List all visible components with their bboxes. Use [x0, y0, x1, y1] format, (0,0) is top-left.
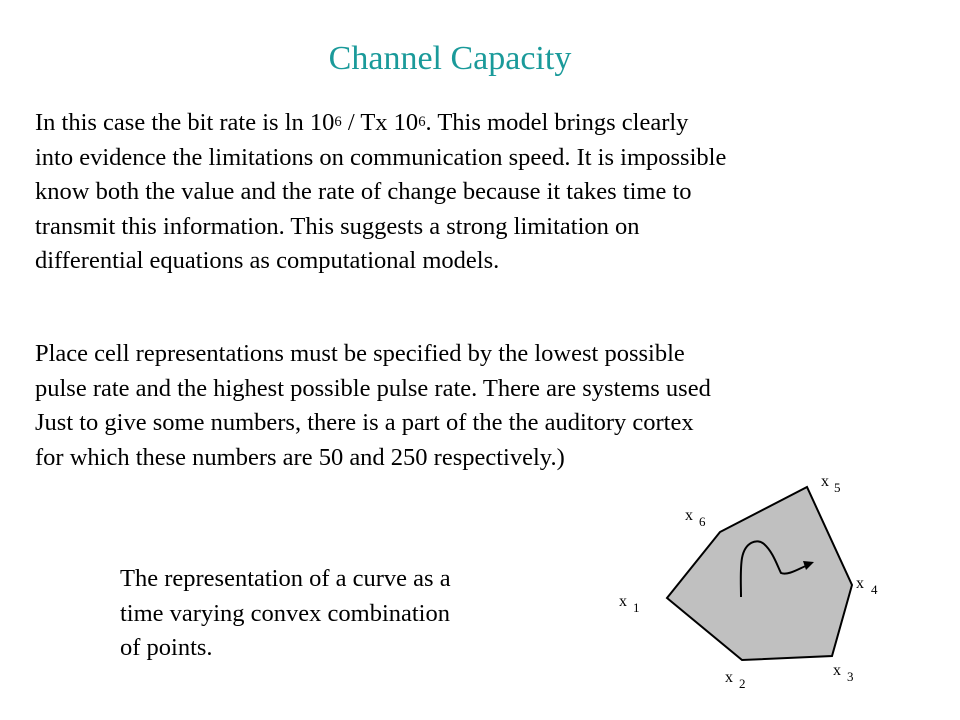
point-subscript: 4 — [871, 582, 878, 597]
point-var: x — [856, 575, 864, 592]
caption-line: The representation of a curve as a — [120, 565, 451, 592]
point-label-x6 — [685, 507, 706, 529]
point-label-x2 — [725, 669, 746, 691]
convex-hull-polygon — [667, 487, 852, 660]
point-var: x — [833, 662, 841, 679]
convex-polygon-diagram — [600, 470, 900, 710]
point-var: x — [619, 593, 627, 610]
point-label-x4 — [856, 575, 878, 597]
paragraph-line — [35, 106, 935, 141]
point-var: x — [821, 473, 829, 490]
point-label-x5 — [821, 473, 841, 495]
caption-line: of points. — [120, 634, 213, 661]
diagram-caption — [120, 562, 451, 666]
paragraph-line: into evidence the limitations on communication speed. It is impossible — [35, 143, 727, 171]
paragraph-place-cell — [35, 337, 935, 475]
caption-line: time varying convex combination — [120, 599, 450, 627]
point-var: x — [725, 669, 733, 686]
paragraph-line: Place cell representations must be specified by the lowest possible — [35, 340, 685, 367]
paragraph-line: for which these numbers are 50 and 250 respectively.) — [35, 443, 565, 471]
text-run: / Tx 10 — [341, 109, 419, 136]
slide-title: Channel Capacity — [328, 40, 572, 77]
text-run: In this case the bit rate is ln 10 — [35, 109, 335, 136]
paragraph-line: Just to give some numbers, there is a part of the the auditory cortex — [35, 409, 694, 436]
paragraph-line: differential equations as computational models. — [35, 247, 500, 274]
point-subscript: 2 — [739, 676, 746, 691]
text-run: . This model brings clearly — [425, 109, 689, 136]
point-subscript: 3 — [847, 669, 854, 684]
point-label-x1 — [619, 593, 640, 615]
superscript: 6 — [418, 113, 426, 130]
point-var: x — [685, 507, 693, 524]
point-label-x3 — [833, 662, 854, 684]
paragraph-line: transmit this information. This suggests a strong limitation on — [35, 212, 640, 240]
point-subscript: 1 — [633, 600, 640, 615]
superscript: 6 — [334, 113, 342, 130]
point-subscript: 6 — [699, 514, 706, 529]
paragraph-line: pulse rate and the highest possible pulse rate. There are systems used — [35, 374, 711, 402]
paragraph-bit-rate — [35, 106, 935, 279]
point-subscript: 5 — [834, 480, 841, 495]
paragraph-line: know both the value and the rate of change because it takes time to — [35, 178, 692, 205]
